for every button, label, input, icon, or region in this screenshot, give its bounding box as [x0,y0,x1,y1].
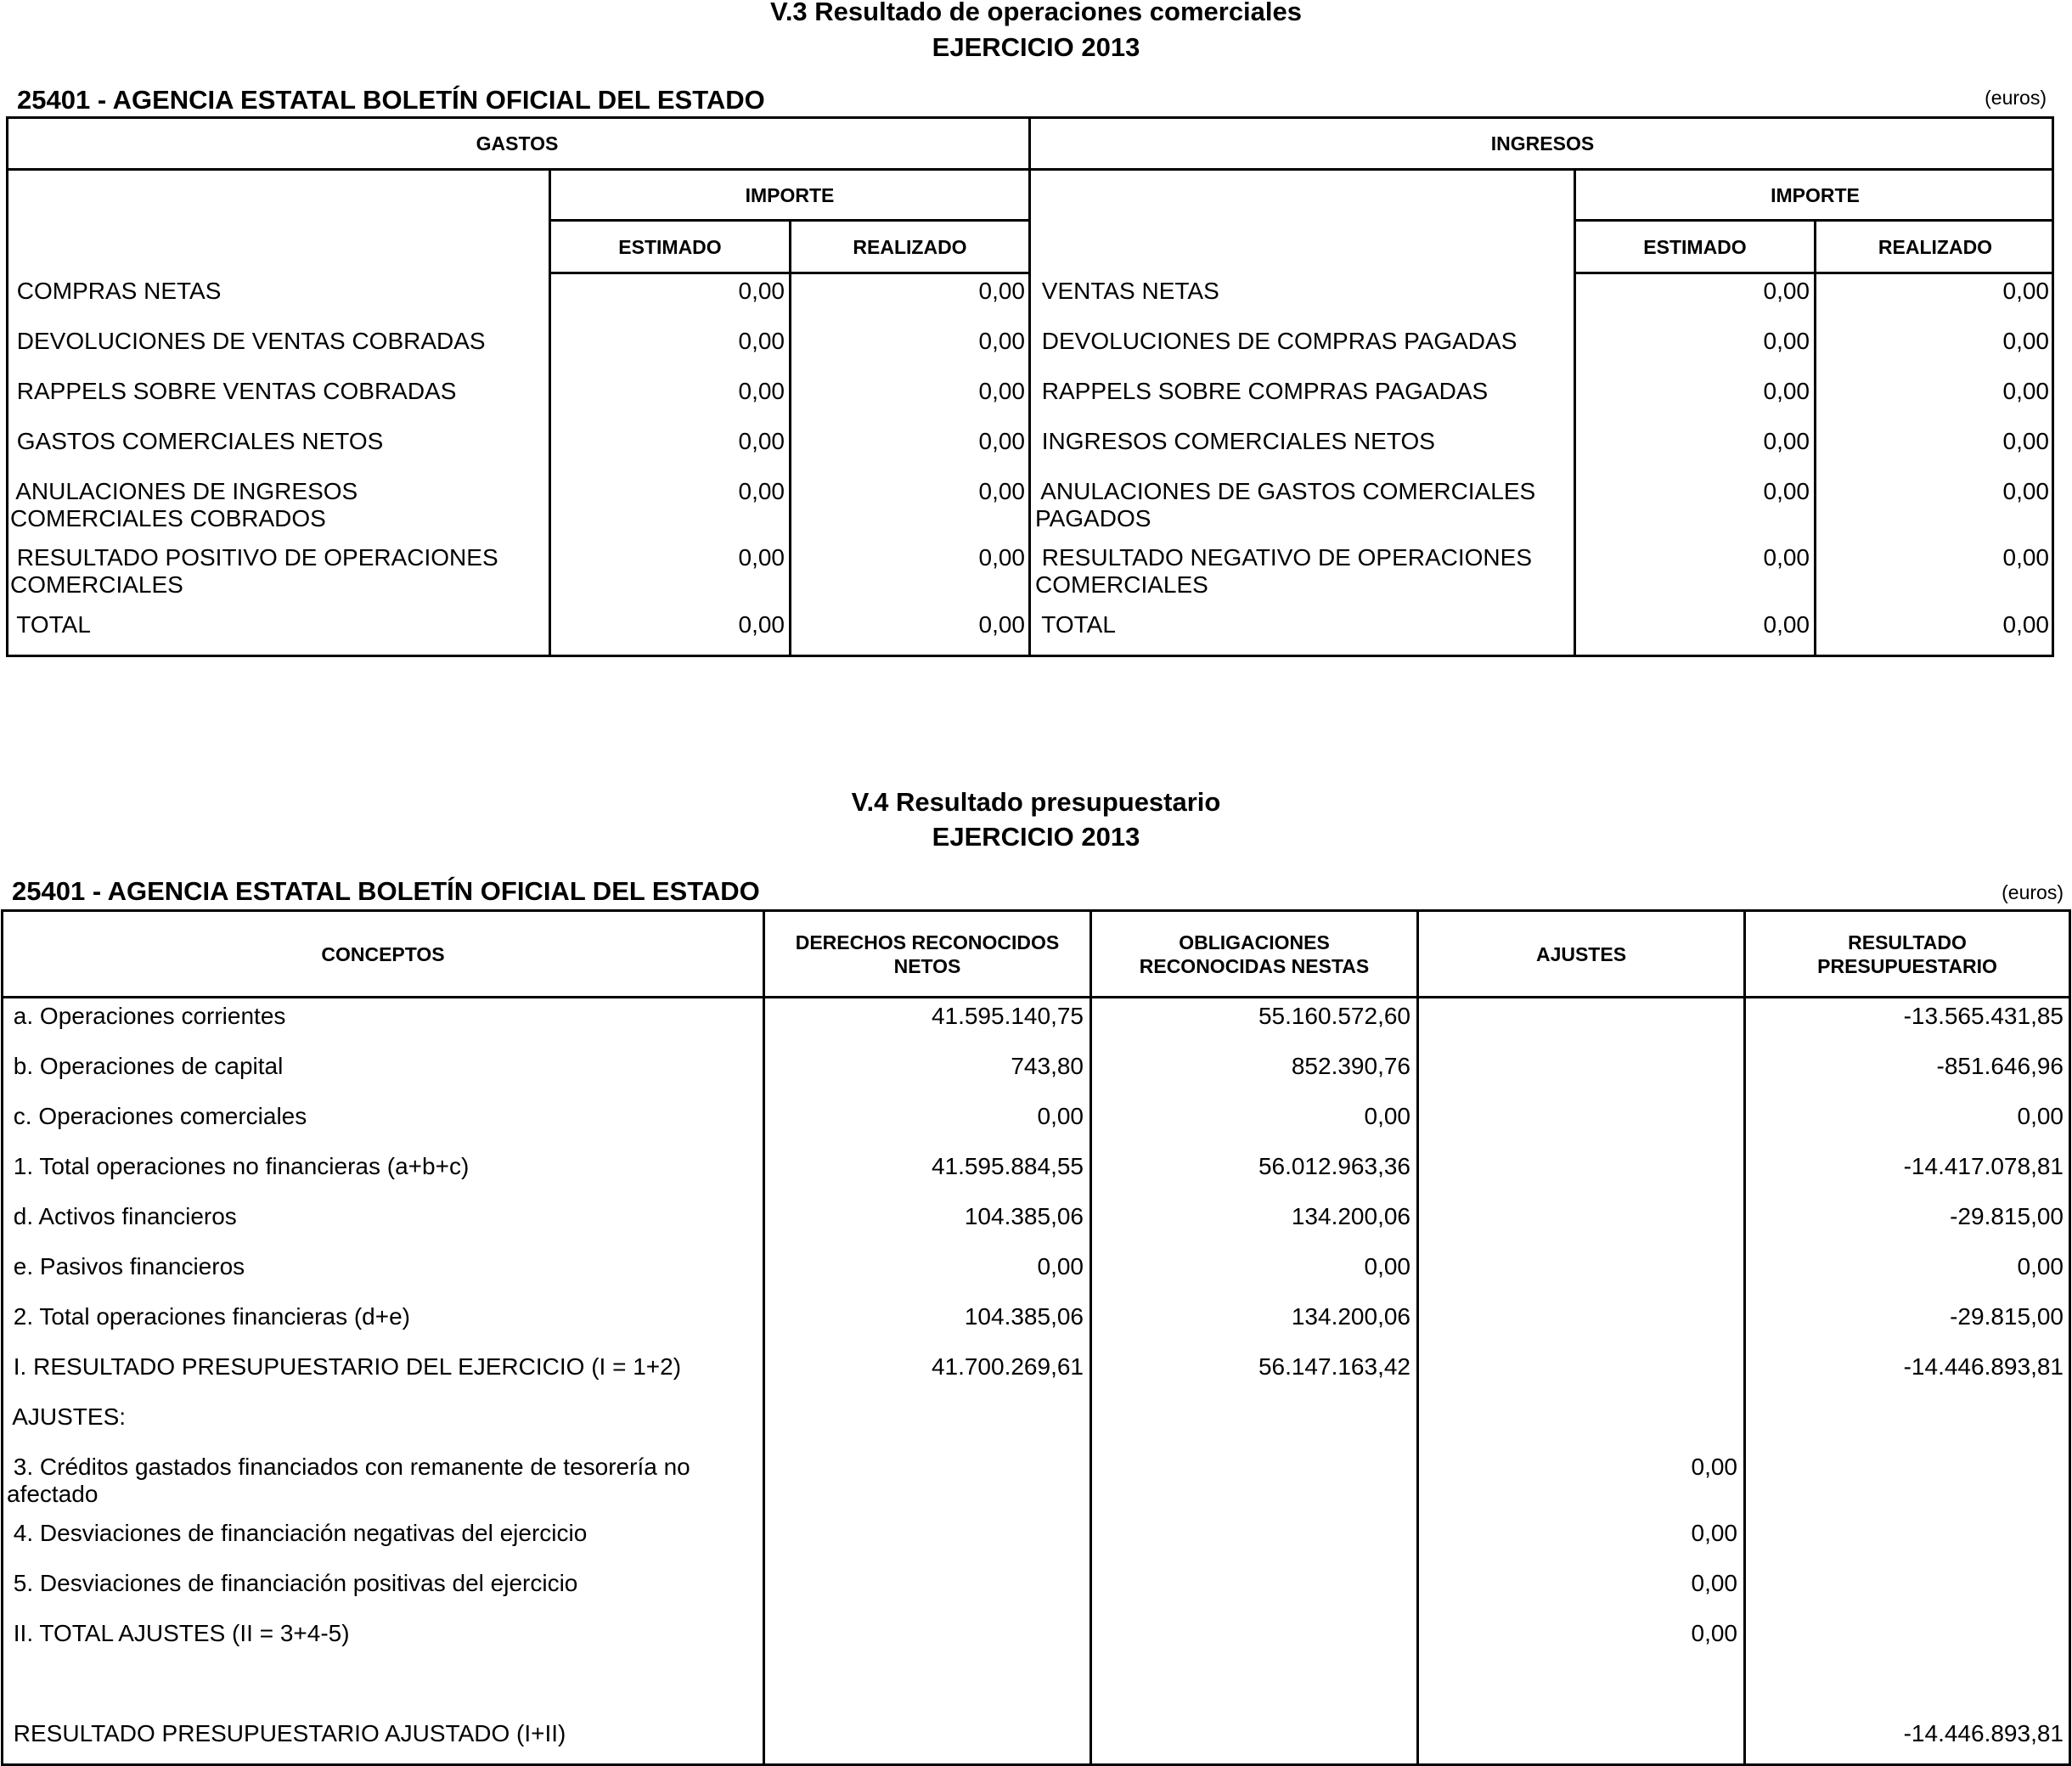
v3-ingresos-realizado: 0,00 [2002,478,2049,504]
v4-concept-label: RESULTADO PRESUPUESTARIO AJUSTADO (I+II) [7,1720,566,1746]
v4-header-resultado: RESULTADO PRESUPUESTARIO [1817,931,1997,977]
v4-ajustes-value: 0,00 [1691,1570,1737,1596]
v3-ingresos-realizado: 0,00 [2002,378,2049,404]
v3-gastos-estimado: 0,00 [738,278,785,304]
v3-header-realizado-gastos: REALIZADO [853,235,967,258]
v4-header-ajustes: AJUSTES [1535,942,1627,965]
v4-obligaciones-value: 56.012.963,36 [1258,1153,1410,1179]
v3-gastos-estimado: 0,00 [738,478,785,504]
v3-ingresos-estimado: 0,00 [1763,544,1810,571]
v3-ingresos-label: RAPPELS SOBRE COMPRAS PAGADAS [1035,378,1489,404]
v3-ingresos-realizado: 0,00 [2002,544,2049,571]
v3-gastos-label: GASTOS COMERCIALES NETOS [10,428,384,454]
v3-gastos-estimado: 0,00 [738,544,785,571]
v3-gastos-realizado: 0,00 [978,611,1025,638]
v3-ingresos-label: VENTAS NETAS [1035,278,1219,304]
v4-derechos-value: 0,00 [1037,1253,1084,1280]
v3-title: V.3 Resultado de operaciones comerciales [769,0,1303,26]
v4-resultado-value: 0,00 [2017,1103,2064,1129]
v4-concept-label: 3. Créditos gastados financiados con remanente de tesorería no afectado [7,1454,690,1507]
v4-concept-label: 5. Desviaciones de financiación positivas del ejercicio [7,1570,578,1596]
v4-ajustes-value: 0,00 [1691,1520,1737,1546]
v3-gastos-realizado: 0,00 [978,328,1025,354]
v3-ingresos-realizado: 0,00 [2002,428,2049,454]
v3-gastos-realizado: 0,00 [978,544,1025,571]
v4-concept-label: AJUSTES: [7,1403,127,1430]
v4-ajustes-value: 0,00 [1691,1620,1737,1646]
v4-resultado-value: -14.417.078,81 [1903,1153,2064,1179]
v3-ingresos-estimado: 0,00 [1763,378,1810,404]
v4-resultado-value: -14.446.893,81 [1903,1353,2064,1380]
v3-gastos-label: ANULACIONES DE INGRESOS COMERCIALES COBRADOS [10,478,358,531]
v3-gastos-realizado: 0,00 [978,478,1025,504]
v4-ajustes-value: 0,00 [1691,1454,1737,1480]
v4-header-conceptos: CONCEPTOS [321,942,445,965]
v3-ingresos-estimado: 0,00 [1763,428,1810,454]
v4-exercise: EJERCICIO 2013 [932,822,1140,852]
v4-resultado-value: -29.815,00 [1950,1203,2064,1229]
v4-resultado-value: -13.565.431,85 [1903,1003,2064,1029]
v3-gastos-realizado: 0,00 [978,378,1025,404]
v4-concept-label: 4. Desviaciones de financiación negativas del ejercicio [7,1520,588,1546]
v3-ingresos-estimado: 0,00 [1763,611,1810,638]
v3-header-gastos: GASTOS [476,132,559,155]
v3-gastos-estimado: 0,00 [738,428,785,454]
v3-ingresos-label: DEVOLUCIONES DE COMPRAS PAGADAS [1035,328,1517,354]
v4-derechos-value: 104.385,06 [964,1303,1084,1330]
v4-obligaciones-value: 134.200,06 [1291,1303,1410,1330]
v3-ingresos-label: INGRESOS COMERCIALES NETOS [1035,428,1435,454]
v4-resultado-value: -14.446.893,81 [1903,1720,2064,1746]
v3-gastos-label: COMPRAS NETAS [10,278,222,304]
v3-gastos-label: RAPPELS SOBRE VENTAS COBRADAS [10,378,457,404]
v4-obligaciones-value: 55.160.572,60 [1258,1003,1410,1029]
v4-header-derechos: DERECHOS RECONOCIDOS NETOS [795,931,1060,977]
v4-concept-label: II. TOTAL AJUSTES (II = 3+4-5) [7,1620,350,1646]
v3-gastos-estimado: 0,00 [738,378,785,404]
v3-gastos-label: DEVOLUCIONES DE VENTAS COBRADAS [10,328,486,354]
v3-gastos-estimado: 0,00 [738,611,785,638]
v3-header-estimado-gastos: ESTIMADO [618,235,722,258]
v4-derechos-value: 41.595.884,55 [931,1153,1084,1179]
v3-gastos-label: RESULTADO POSITIVO DE OPERACIONES COMERCIALES [10,544,498,598]
v3-ingresos-label: RESULTADO NEGATIVO DE OPERACIONES COMERCIALES [1035,544,1532,598]
v4-concept-label: a. Operaciones corrientes [7,1003,286,1029]
v3-ingresos-realizado: 0,00 [2002,278,2049,304]
v4-resultado-value: -851.646,96 [1936,1053,2064,1079]
v3-ingresos-label: ANULACIONES DE GASTOS COMERCIALES PAGADOS [1035,478,1536,531]
v4-concept-label: 1. Total operaciones no financieras (a+b+c) [7,1153,470,1179]
v4-entity: 25401 - AGENCIA ESTATAL BOLETÍN OFICIAL DEL ESTADO [12,876,760,906]
v3-gastos-realizado: 0,00 [978,428,1025,454]
v4-concept-label: e. Pasivos financieros [7,1253,245,1280]
v3-ingresos-estimado: 0,00 [1763,478,1810,504]
v3-gastos-estimado: 0,00 [738,328,785,354]
v4-resultado-value: -29.815,00 [1950,1303,2064,1330]
v4-obligaciones-value: 56.147.163,42 [1258,1353,1410,1380]
v3-ingresos-estimado: 0,00 [1763,328,1810,354]
v3-unit: (euros) [1985,87,2047,109]
v3-ingresos-estimado: 0,00 [1763,278,1810,304]
v3-header-importe-ingresos: IMPORTE [1771,183,1860,206]
v4-derechos-value: 743,80 [1011,1053,1084,1079]
v3-header-estimado-ingresos: ESTIMADO [1643,235,1747,258]
v4-concept-label: I. RESULTADO PRESUPUESTARIO DEL EJERCICIO (I = 1+2) [7,1353,682,1380]
v3-gastos-label: TOTAL [10,611,91,638]
v4-derechos-value: 41.700.269,61 [931,1353,1084,1380]
v3-ingresos-realizado: 0,00 [2002,611,2049,638]
v4-unit: (euros) [2002,881,2064,903]
v4-header-obligaciones: OBLIGACIONES RECONOCIDAS NESTAS [1139,931,1370,977]
v3-entity: 25401 - AGENCIA ESTATAL BOLETÍN OFICIAL DEL ESTADO [17,85,765,115]
v4-title: V.4 Resultado presupuestario [851,787,1221,817]
v4-concept-label: b. Operaciones de capital [7,1053,284,1079]
v3-exercise: EJERCICIO 2013 [932,32,1140,62]
v4-obligaciones-value: 0,00 [1364,1103,1410,1129]
v4-concept-label: c. Operaciones comerciales [7,1103,307,1129]
v3-header-ingresos: INGRESOS [1490,132,1595,155]
v4-resultado-value: 0,00 [2017,1253,2064,1280]
v4-obligaciones-value: 852.390,76 [1291,1053,1410,1079]
v3-header-realizado-ingresos: REALIZADO [1878,235,1993,258]
v3-header-importe-gastos: IMPORTE [745,183,835,206]
v4-concept-label: d. Activos financieros [7,1203,237,1229]
v4-derechos-value: 104.385,06 [964,1203,1084,1229]
v4-derechos-value: 0,00 [1037,1103,1084,1129]
v4-derechos-value: 41.595.140,75 [931,1003,1084,1029]
v4-obligaciones-value: 134.200,06 [1291,1203,1410,1229]
v3-ingresos-realizado: 0,00 [2002,328,2049,354]
v4-concept-label: 2. Total operaciones financieras (d+e) [7,1303,410,1330]
v3-gastos-realizado: 0,00 [978,278,1025,304]
v3-ingresos-label: TOTAL [1035,611,1116,638]
v4-obligaciones-value: 0,00 [1364,1253,1410,1280]
